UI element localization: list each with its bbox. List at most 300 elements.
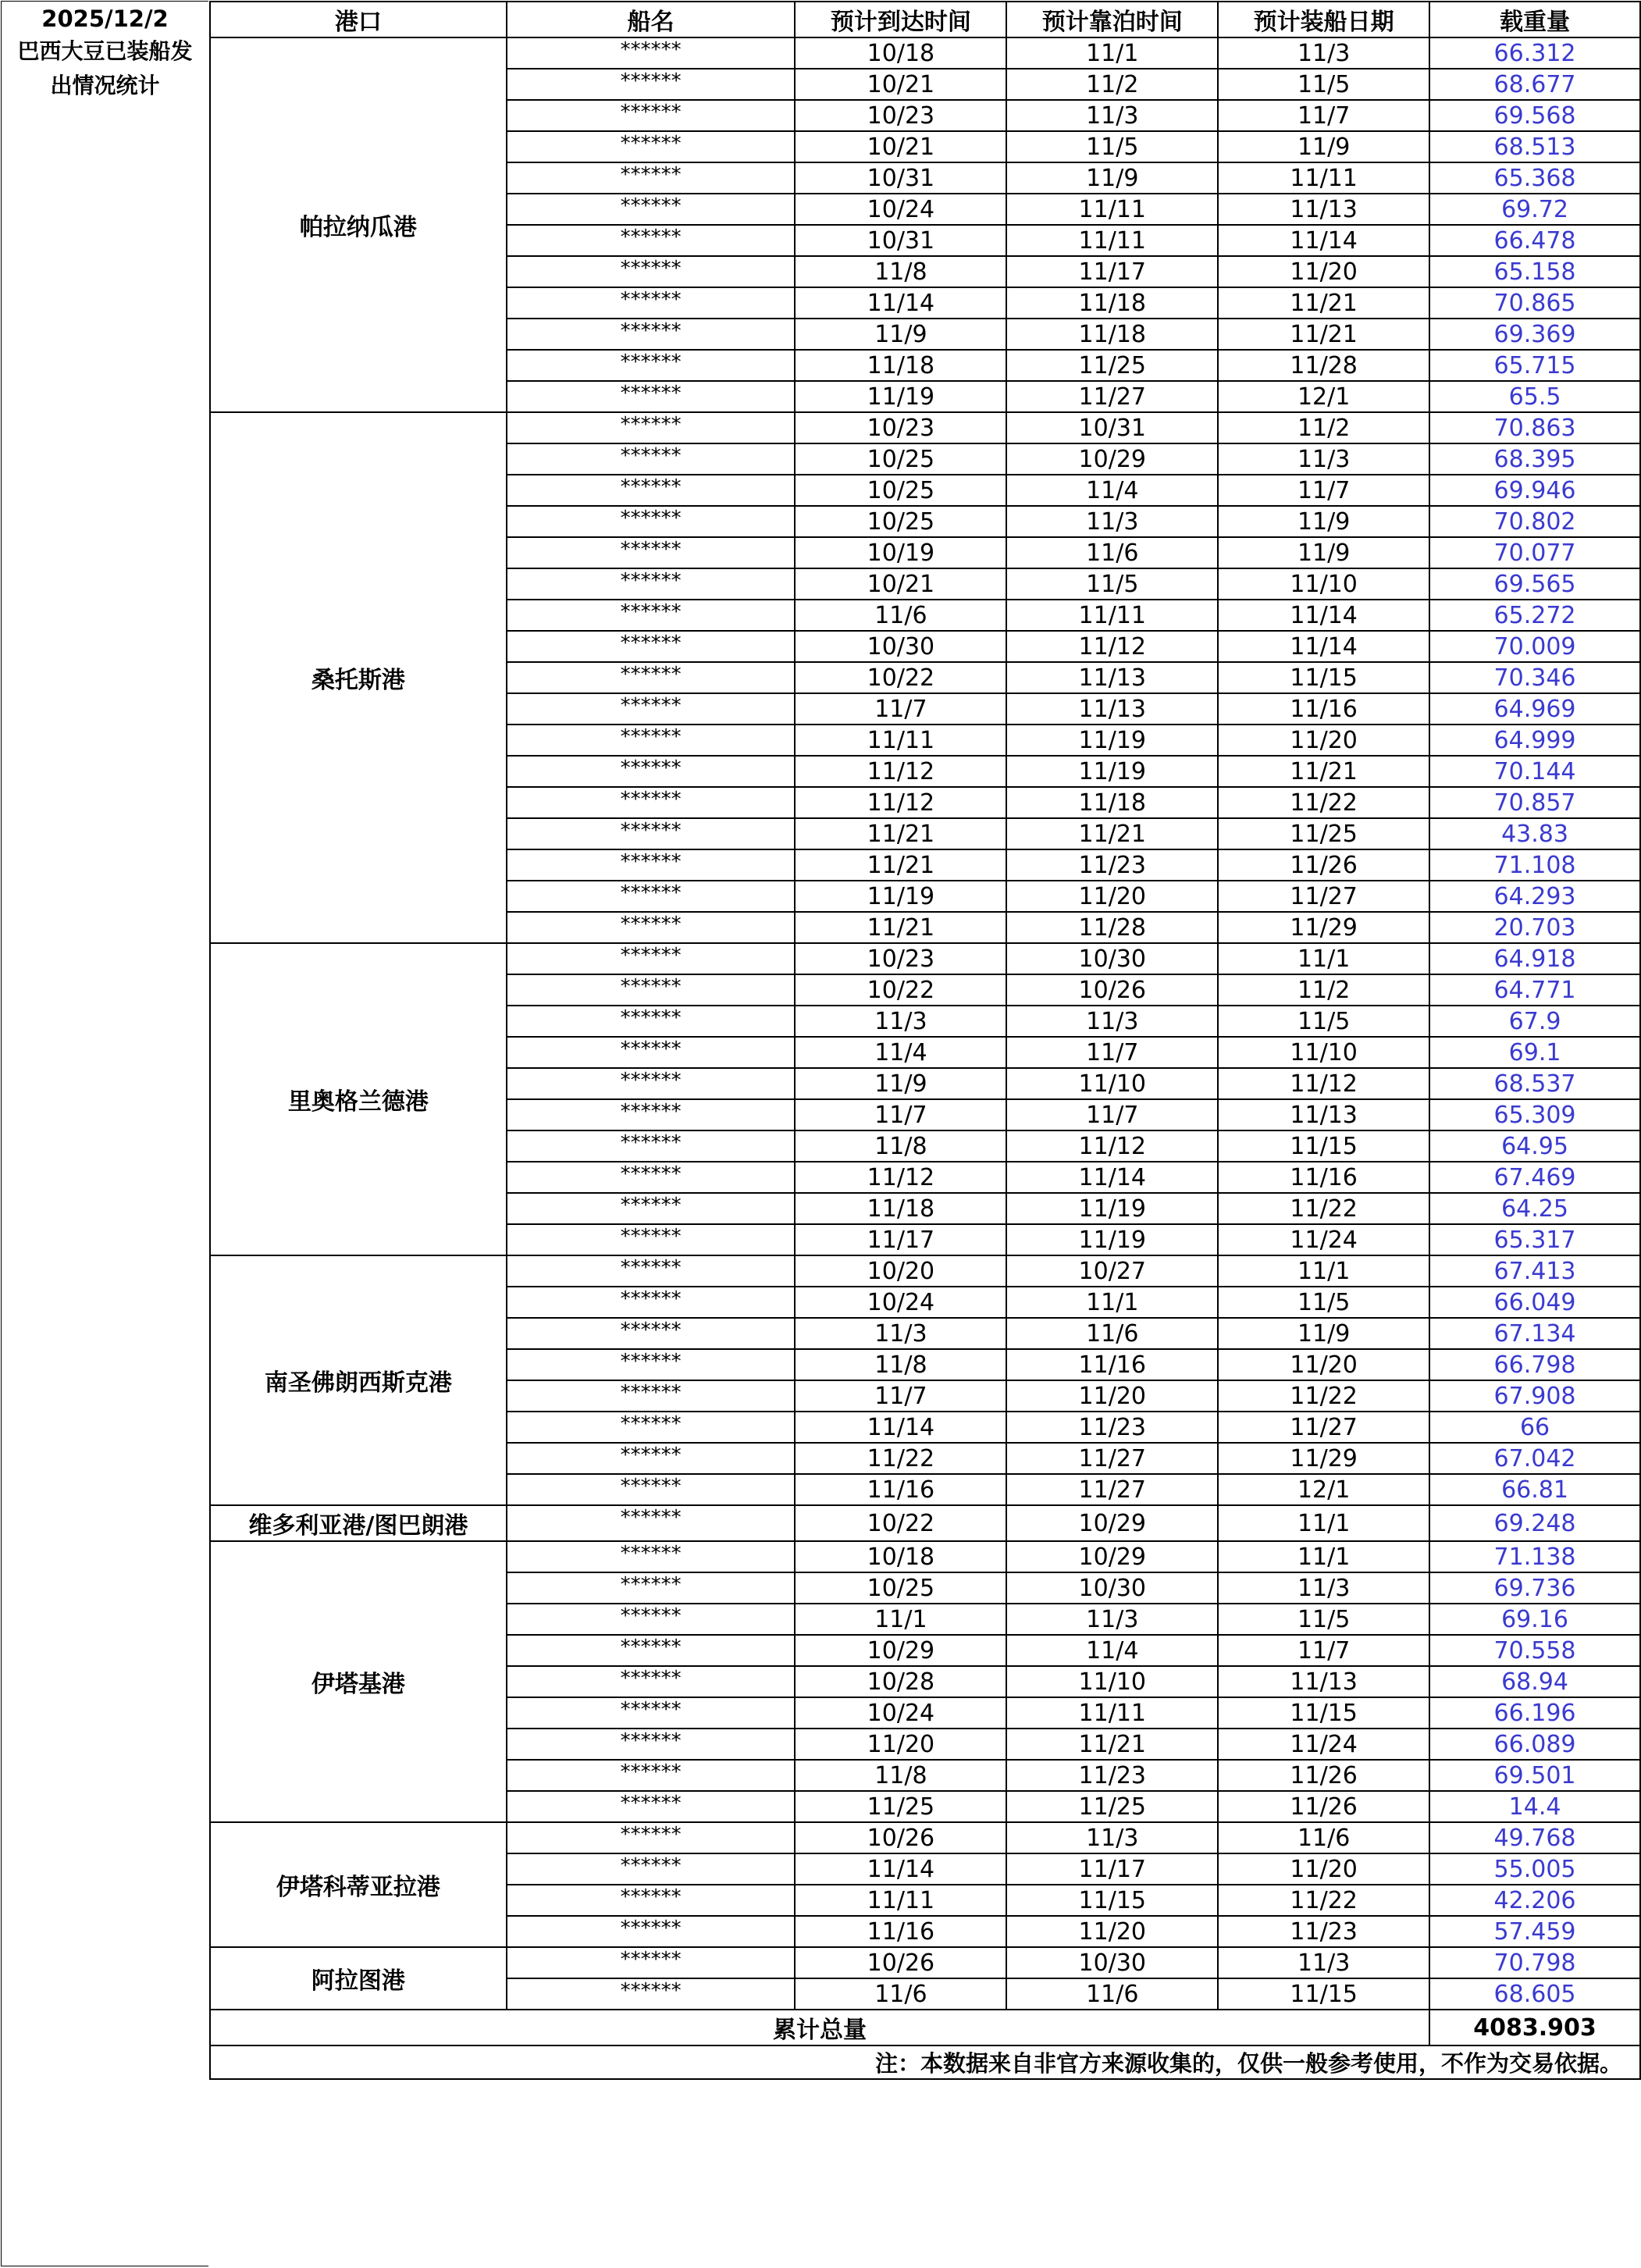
tonnage-cell: 70.798 [1429,1947,1640,1978]
eta-cell: 11/12 [795,1162,1006,1193]
eta-cell: 11/8 [795,1130,1006,1162]
loading-date-cell: 11/1 [1218,1255,1429,1287]
eta-cell: 10/29 [795,1635,1006,1666]
tonnage-cell: 68.605 [1429,1978,1640,2010]
tonnage-cell: 67.908 [1429,1380,1640,1412]
loading-date-cell: 11/22 [1218,1380,1429,1412]
ship-name-cell: ****** [507,943,796,974]
etb-cell: 10/26 [1006,974,1218,1006]
eta-cell: 11/14 [795,1853,1006,1885]
table-row [210,1947,1640,1978]
table-row [210,37,1640,69]
loading-date-cell: 11/5 [1218,1006,1429,1037]
loading-date-cell: 11/22 [1218,1193,1429,1224]
eta-cell: 11/1 [795,1604,1006,1635]
ship-name-cell: ****** [507,1604,796,1635]
port-name-cell: 维多利亚港/图巴朗港 [210,1505,507,1541]
loading-date-cell: 11/20 [1218,1349,1429,1380]
ship-name-cell: ****** [507,1978,796,2010]
etb-cell: 11/19 [1006,725,1218,756]
table-row [210,1505,1640,1541]
eta-cell: 10/22 [795,662,1006,693]
ship-name-cell: ****** [507,162,796,194]
etb-cell: 11/3 [1006,1822,1218,1853]
tonnage-cell: 65.715 [1429,350,1640,381]
etb-cell: 11/1 [1006,37,1218,69]
etb-cell: 11/19 [1006,756,1218,787]
table-row [210,1255,1640,1287]
etb-cell: 11/12 [1006,631,1218,662]
loading-date-cell: 11/7 [1218,475,1429,506]
tonnage-cell: 66.478 [1429,225,1640,256]
tonnage-cell: 65.158 [1429,256,1640,287]
eta-cell: 11/12 [795,787,1006,818]
loading-date-cell: 11/5 [1218,1287,1429,1318]
loading-date-cell: 11/15 [1218,662,1429,693]
ship-name-cell: ****** [507,849,796,881]
loading-date-cell: 11/9 [1218,131,1429,162]
tonnage-cell: 64.999 [1429,725,1640,756]
etb-cell: 10/27 [1006,1255,1218,1287]
ship-name-cell: ****** [507,1287,796,1318]
ship-name-cell: ****** [507,1760,796,1791]
tonnage-cell: 69.369 [1429,319,1640,350]
eta-cell: 11/25 [795,1791,1006,1822]
tonnage-cell: 43.83 [1429,818,1640,849]
loading-date-cell: 11/15 [1218,1697,1429,1729]
ship-name-cell: ****** [507,350,796,381]
disclaimer-note: 注：本数据来自非官方来源收集的，仅供一般参考使用，不作为交易依据。 [210,2045,1640,2079]
ship-name-cell: ****** [507,1193,796,1224]
eta-cell: 11/14 [795,1412,1006,1443]
etb-cell: 11/28 [1006,912,1218,943]
etb-cell: 11/2 [1006,69,1218,100]
loading-date-cell: 11/15 [1218,1978,1429,2010]
header-port: 港口 [210,2,507,37]
ship-name-cell: ****** [507,1130,796,1162]
eta-cell: 10/21 [795,69,1006,100]
eta-cell: 10/18 [795,1541,1006,1572]
total-value: 4083.903 [1429,2010,1640,2045]
ship-name-cell: ****** [507,787,796,818]
ship-name-cell: ****** [507,912,796,943]
tonnage-cell: 64.95 [1429,1130,1640,1162]
tonnage-cell: 67.413 [1429,1255,1640,1287]
port-name-cell: 伊塔科蒂亚拉港 [210,1822,507,1947]
ship-name-cell: ****** [507,662,796,693]
etb-cell: 11/6 [1006,1318,1218,1349]
tonnage-cell: 69.72 [1429,194,1640,225]
loading-date-cell: 11/24 [1218,1729,1429,1760]
ship-name-cell: ****** [507,756,796,787]
eta-cell: 10/25 [795,443,1006,475]
tonnage-cell: 69.16 [1429,1604,1640,1635]
tonnage-cell: 70.863 [1429,412,1640,443]
eta-cell: 10/31 [795,225,1006,256]
ship-name-cell: ****** [507,600,796,631]
etb-cell: 11/17 [1006,1853,1218,1885]
eta-cell: 11/16 [795,1916,1006,1947]
ship-name-cell: ****** [507,287,796,319]
etb-cell: 10/29 [1006,1541,1218,1572]
etb-cell: 11/10 [1006,1666,1218,1697]
ship-name-cell: ****** [507,1099,796,1130]
eta-cell: 10/28 [795,1666,1006,1697]
tonnage-cell: 67.134 [1429,1318,1640,1349]
loading-date-cell: 11/27 [1218,1412,1429,1443]
ship-name-cell: ****** [507,1037,796,1068]
ship-name-cell: ****** [507,818,796,849]
tonnage-cell: 42.206 [1429,1885,1640,1916]
tonnage-cell: 69.736 [1429,1572,1640,1604]
ship-name-cell: ****** [507,69,796,100]
loading-date-cell: 11/26 [1218,1760,1429,1791]
table-row [210,412,1640,443]
etb-cell: 11/13 [1006,693,1218,725]
ship-name-cell: ****** [507,1666,796,1697]
tonnage-cell: 67.9 [1429,1006,1640,1037]
ship-name-cell: ****** [507,131,796,162]
ship-name-cell: ****** [507,256,796,287]
eta-cell: 11/4 [795,1037,1006,1068]
tonnage-cell: 14.4 [1429,1791,1640,1822]
header-ship-name: 船名 [507,2,796,37]
etb-cell: 10/29 [1006,443,1218,475]
port-name-cell: 南圣佛朗西斯克港 [210,1255,507,1505]
tonnage-cell: 68.513 [1429,131,1640,162]
tonnage-cell: 70.346 [1429,662,1640,693]
etb-cell: 10/30 [1006,1572,1218,1604]
tonnage-cell: 70.558 [1429,1635,1640,1666]
tonnage-cell: 68.94 [1429,1666,1640,1697]
loading-date-cell: 11/1 [1218,943,1429,974]
ship-name-cell: ****** [507,693,796,725]
eta-cell: 11/11 [795,1885,1006,1916]
tonnage-cell: 64.771 [1429,974,1640,1006]
ship-name-cell: ****** [507,1068,796,1099]
loading-date-cell: 11/13 [1218,1666,1429,1697]
tonnage-cell: 66.81 [1429,1474,1640,1505]
etb-cell: 11/5 [1006,131,1218,162]
loading-date-cell: 11/29 [1218,1443,1429,1474]
etb-cell: 11/18 [1006,287,1218,319]
table-header-row [210,2,1640,37]
tonnage-cell: 68.537 [1429,1068,1640,1099]
loading-date-cell: 11/16 [1218,693,1429,725]
ship-name-cell: ****** [507,537,796,568]
etb-cell: 11/21 [1006,818,1218,849]
ship-name-cell: ****** [507,1349,796,1380]
loading-date-cell: 11/25 [1218,818,1429,849]
etb-cell: 11/6 [1006,1978,1218,2010]
ship-name-cell: ****** [507,1791,796,1822]
loading-date-cell: 11/24 [1218,1224,1429,1255]
etb-cell: 11/4 [1006,475,1218,506]
loading-date-cell: 11/15 [1218,1130,1429,1162]
ship-name-cell: ****** [507,443,796,475]
etb-cell: 11/25 [1006,350,1218,381]
loading-date-cell: 11/20 [1218,1853,1429,1885]
tonnage-cell: 57.459 [1429,1916,1640,1947]
port-name-cell: 里奥格兰德港 [210,943,507,1255]
eta-cell: 10/21 [795,568,1006,600]
eta-cell: 11/8 [795,256,1006,287]
eta-cell: 10/25 [795,1572,1006,1604]
loading-date-cell: 11/21 [1218,319,1429,350]
eta-cell: 11/3 [795,1006,1006,1037]
report-date: 2025/12/2 [41,5,169,32]
etb-cell: 10/31 [1006,412,1218,443]
loading-date-cell: 11/5 [1218,1604,1429,1635]
shipment-table [209,1,1641,2080]
eta-cell: 11/8 [795,1760,1006,1791]
etb-cell: 11/16 [1006,1349,1218,1380]
tonnage-cell: 64.918 [1429,943,1640,974]
ship-name-cell: ****** [507,1853,796,1885]
loading-date-cell: 11/3 [1218,1572,1429,1604]
eta-cell: 11/17 [795,1224,1006,1255]
tonnage-cell: 68.395 [1429,443,1640,475]
loading-date-cell: 11/1 [1218,1541,1429,1572]
tonnage-cell: 65.309 [1429,1099,1640,1130]
port-name-cell: 帕拉纳瓜港 [210,37,507,412]
eta-cell: 11/11 [795,725,1006,756]
tonnage-cell: 70.009 [1429,631,1640,662]
etb-cell: 11/27 [1006,1474,1218,1505]
note-row [210,2045,1640,2079]
etb-cell: 11/27 [1006,381,1218,412]
loading-date-cell: 11/9 [1218,537,1429,568]
tonnage-cell: 67.042 [1429,1443,1640,1474]
loading-date-cell: 11/6 [1218,1822,1429,1853]
loading-date-cell: 11/22 [1218,1885,1429,1916]
tonnage-cell: 66.049 [1429,1287,1640,1318]
tonnage-cell: 71.108 [1429,849,1640,881]
ship-name-cell: ****** [507,319,796,350]
eta-cell: 10/30 [795,631,1006,662]
port-name-cell: 伊塔基港 [210,1541,507,1822]
ship-name-cell: ****** [507,225,796,256]
eta-cell: 11/3 [795,1318,1006,1349]
header-eta: 预计到达时间 [795,2,1006,37]
loading-date-cell: 11/14 [1218,631,1429,662]
ship-name-cell: ****** [507,475,796,506]
etb-cell: 11/13 [1006,662,1218,693]
etb-cell: 11/7 [1006,1099,1218,1130]
ship-name-cell: ****** [507,1635,796,1666]
etb-cell: 11/15 [1006,1885,1218,1916]
etb-cell: 11/3 [1006,1604,1218,1635]
eta-cell: 10/26 [795,1822,1006,1853]
etb-cell: 11/11 [1006,194,1218,225]
tonnage-cell: 66.798 [1429,1349,1640,1380]
tonnage-cell: 65.272 [1429,600,1640,631]
eta-cell: 11/8 [795,1349,1006,1380]
ship-name-cell: ****** [507,568,796,600]
header-etb: 预计靠泊时间 [1006,2,1218,37]
etb-cell: 11/7 [1006,1037,1218,1068]
eta-cell: 11/9 [795,319,1006,350]
loading-date-cell: 12/1 [1218,1474,1429,1505]
loading-date-cell: 11/9 [1218,1318,1429,1349]
etb-cell: 11/19 [1006,1193,1218,1224]
etb-cell: 10/30 [1006,943,1218,974]
etb-cell: 11/11 [1006,1697,1218,1729]
etb-cell: 11/10 [1006,1068,1218,1099]
header-tonnage: 载重量 [1429,2,1640,37]
tonnage-cell: 55.005 [1429,1853,1640,1885]
etb-cell: 11/19 [1006,1224,1218,1255]
eta-cell: 10/24 [795,1287,1006,1318]
tonnage-cell: 66.089 [1429,1729,1640,1760]
etb-cell: 10/29 [1006,1505,1218,1541]
table-row [210,1822,1640,1853]
etb-cell: 11/21 [1006,1729,1218,1760]
etb-cell: 11/11 [1006,225,1218,256]
tonnage-cell: 70.857 [1429,787,1640,818]
ship-name-cell: ****** [507,381,796,412]
ship-name-cell: ****** [507,1505,796,1541]
eta-cell: 11/6 [795,1978,1006,2010]
etb-cell: 11/14 [1006,1162,1218,1193]
loading-date-cell: 11/28 [1218,350,1429,381]
tonnage-cell: 68.677 [1429,69,1640,100]
tonnage-cell: 64.25 [1429,1193,1640,1224]
eta-cell: 11/6 [795,600,1006,631]
etb-cell: 11/23 [1006,1412,1218,1443]
tonnage-cell: 70.802 [1429,506,1640,537]
loading-date-cell: 11/11 [1218,162,1429,194]
eta-cell: 10/24 [795,194,1006,225]
ship-name-cell: ****** [507,631,796,662]
tonnage-cell: 69.568 [1429,100,1640,131]
eta-cell: 10/19 [795,537,1006,568]
eta-cell: 10/23 [795,943,1006,974]
ship-name-cell: ****** [507,1729,796,1760]
loading-date-cell: 11/22 [1218,787,1429,818]
etb-cell: 11/20 [1006,1916,1218,1947]
loading-date-cell: 11/3 [1218,1947,1429,1978]
ship-name-cell: ****** [507,1443,796,1474]
loading-date-cell: 12/1 [1218,381,1429,412]
tonnage-cell: 70.144 [1429,756,1640,787]
etb-cell: 11/4 [1006,1635,1218,1666]
loading-date-cell: 11/27 [1218,881,1429,912]
tonnage-cell: 70.865 [1429,287,1640,319]
etb-cell: 11/23 [1006,1760,1218,1791]
tonnage-cell: 69.248 [1429,1505,1640,1541]
table-body [210,37,1640,2010]
ship-name-cell: ****** [507,1224,796,1255]
loading-date-cell: 11/29 [1218,912,1429,943]
tonnage-cell: 65.368 [1429,162,1640,194]
etb-cell: 11/5 [1006,568,1218,600]
ship-name-cell: ****** [507,1697,796,1729]
eta-cell: 11/21 [795,818,1006,849]
loading-date-cell: 11/26 [1218,1791,1429,1822]
etb-cell: 11/12 [1006,1130,1218,1162]
etb-cell: 11/20 [1006,1380,1218,1412]
etb-cell: 11/17 [1006,256,1218,287]
ship-name-cell: ****** [507,1822,796,1853]
loading-date-cell: 11/13 [1218,1099,1429,1130]
loading-date-cell: 11/14 [1218,600,1429,631]
etb-cell: 11/3 [1006,506,1218,537]
ship-name-cell: ****** [507,100,796,131]
eta-cell: 10/22 [795,974,1006,1006]
loading-date-cell: 11/7 [1218,1635,1429,1666]
loading-date-cell: 11/10 [1218,568,1429,600]
ship-name-cell: ****** [507,1947,796,1978]
eta-cell: 10/24 [795,1697,1006,1729]
eta-cell: 11/7 [795,693,1006,725]
tonnage-cell: 65.5 [1429,381,1640,412]
etb-cell: 11/9 [1006,162,1218,194]
etb-cell: 11/25 [1006,1791,1218,1822]
etb-cell: 11/3 [1006,1006,1218,1037]
loading-date-cell: 11/3 [1218,37,1429,69]
eta-cell: 11/18 [795,350,1006,381]
etb-cell: 11/1 [1006,1287,1218,1318]
loading-date-cell: 11/23 [1218,1916,1429,1947]
eta-cell: 11/21 [795,849,1006,881]
report-title: 巴西大豆已装船发出情况统计 [17,38,193,98]
ship-name-cell: ****** [507,1474,796,1505]
tonnage-cell: 66.196 [1429,1697,1640,1729]
loading-date-cell: 11/14 [1218,225,1429,256]
etb-cell: 11/11 [1006,600,1218,631]
eta-cell: 11/18 [795,1193,1006,1224]
etb-cell: 11/18 [1006,787,1218,818]
eta-cell: 11/21 [795,912,1006,943]
ship-name-cell: ****** [507,881,796,912]
eta-cell: 10/23 [795,100,1006,131]
ship-name-cell: ****** [507,1255,796,1287]
eta-cell: 10/18 [795,37,1006,69]
loading-date-cell: 11/9 [1218,506,1429,537]
eta-cell: 11/7 [795,1380,1006,1412]
tonnage-cell: 20.703 [1429,912,1640,943]
ship-name-cell: ****** [507,506,796,537]
report-header-panel [1,1,208,2266]
loading-date-cell: 11/21 [1218,756,1429,787]
eta-cell: 10/23 [795,412,1006,443]
ship-name-cell: ****** [507,37,796,69]
ship-name-cell: ****** [507,974,796,1006]
loading-date-cell: 11/20 [1218,256,1429,287]
tonnage-cell: 71.138 [1429,1541,1640,1572]
eta-cell: 11/19 [795,381,1006,412]
tonnage-cell: 64.293 [1429,881,1640,912]
loading-date-cell: 11/7 [1218,100,1429,131]
etb-cell: 11/6 [1006,537,1218,568]
tonnage-cell: 66.312 [1429,37,1640,69]
ship-name-cell: ****** [507,1572,796,1604]
etb-cell: 11/20 [1006,881,1218,912]
loading-date-cell: 11/20 [1218,725,1429,756]
eta-cell: 10/20 [795,1255,1006,1287]
eta-cell: 11/19 [795,881,1006,912]
ship-name-cell: ****** [507,194,796,225]
loading-date-cell: 11/1 [1218,1505,1429,1541]
table-row [210,1541,1640,1572]
tonnage-cell: 69.565 [1429,568,1640,600]
tonnage-cell: 67.469 [1429,1162,1640,1193]
loading-date-cell: 11/12 [1218,1068,1429,1099]
eta-cell: 11/22 [795,1443,1006,1474]
tonnage-cell: 70.077 [1429,537,1640,568]
ship-name-cell: ****** [507,1006,796,1037]
